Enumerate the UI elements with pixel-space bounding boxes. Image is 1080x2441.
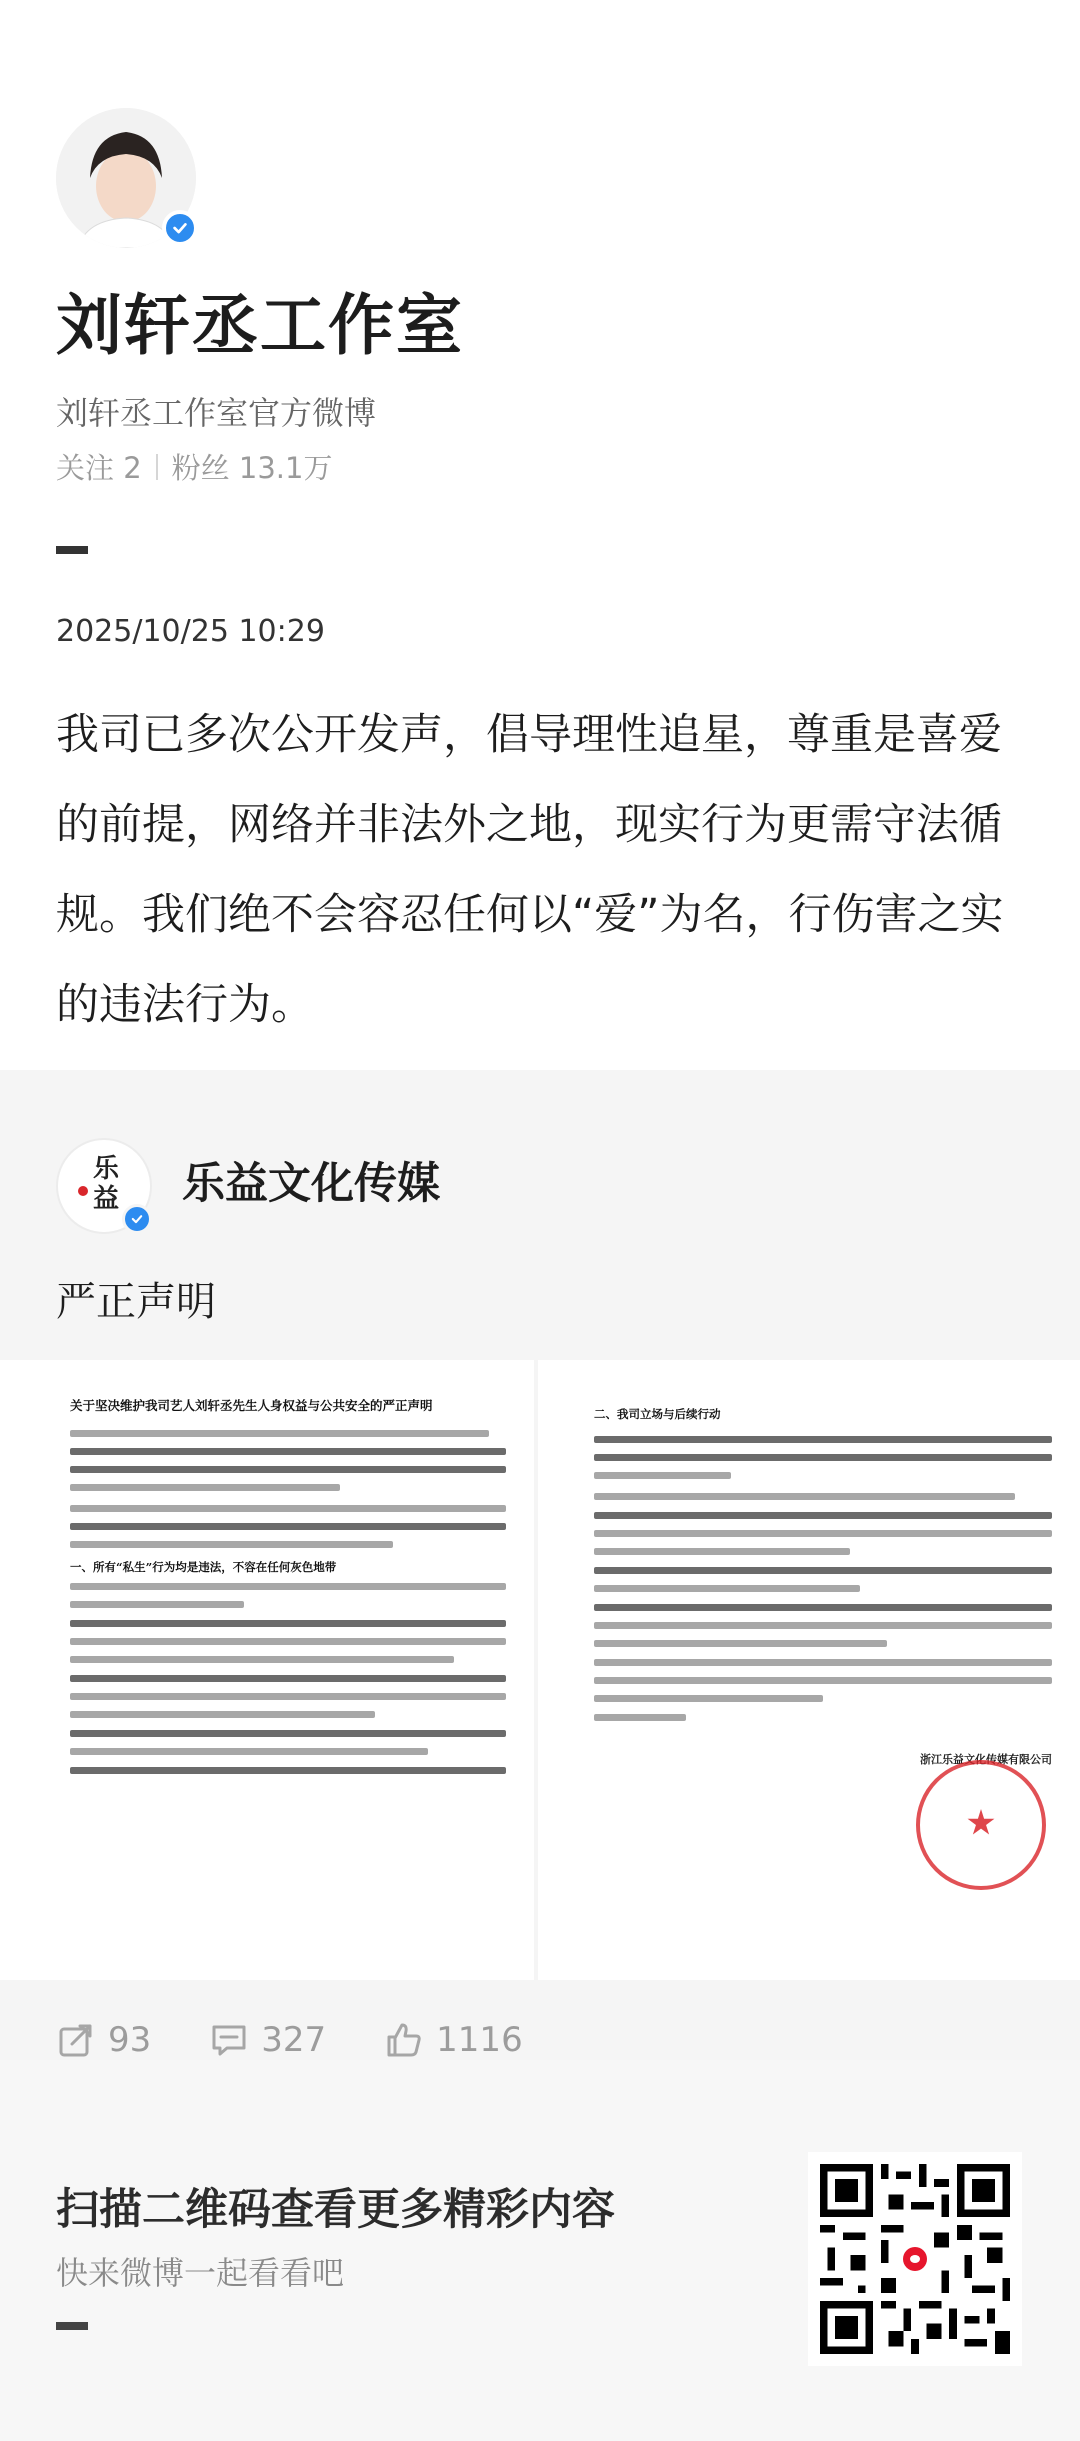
statement-images xyxy=(0,1360,1080,1980)
footer-title: 扫描二维码查看更多精彩内容 xyxy=(56,2185,615,2235)
footer-subtitle: 快来微博一起看看吧 xyxy=(56,2254,345,2292)
profile-avatar[interactable] xyxy=(56,108,196,248)
statement-image-page-2[interactable] xyxy=(542,1360,1080,1980)
qr-code[interactable] xyxy=(808,2152,1022,2366)
repost-button[interactable] xyxy=(56,2020,151,2060)
section-divider xyxy=(56,546,88,554)
profile-header xyxy=(0,0,1080,1070)
action-bar xyxy=(56,2020,523,2060)
author-logo: 乐 益 xyxy=(92,1154,119,1214)
stats-divider xyxy=(156,454,158,480)
comment-icon xyxy=(209,2020,249,2060)
verified-badge-icon xyxy=(162,210,198,246)
company-seal xyxy=(916,1760,1046,1890)
profile-name[interactable]: 刘轩丞工作室 xyxy=(56,287,464,364)
post-timestamp: 2025/10/25 10:29 xyxy=(56,614,325,649)
statement-image-page-1[interactable] xyxy=(0,1360,538,1980)
like-count: 1116 xyxy=(436,2020,523,2060)
follow-count[interactable]: 关注 2 xyxy=(56,451,142,485)
document-title: 关于坚决维护我司艺人刘轩丞先生人身权益与公共安全的严正声明 xyxy=(70,1398,433,1413)
repost-text: 严正声明 xyxy=(56,1279,216,1325)
reposted-weibo[interactable] xyxy=(0,1070,1080,2060)
fans-count[interactable]: 粉丝 13.1万 xyxy=(171,451,333,485)
qr-footer xyxy=(0,2060,1080,2441)
profile-stats xyxy=(56,446,332,487)
repost-author-name[interactable]: 乐益文化传媒 xyxy=(182,1159,440,1209)
comment-button[interactable] xyxy=(209,2020,326,2060)
thumbs-up-icon xyxy=(384,2020,424,2060)
profile-bio: 刘轩丞工作室官方微博 xyxy=(56,394,377,432)
share-icon xyxy=(56,2020,96,2060)
document-signature: 浙江乐益文化传媒有限公司 xyxy=(920,1753,1052,1766)
document-section-2: 二、我司立场与后续行动 xyxy=(594,1407,721,1421)
like-button[interactable] xyxy=(384,2020,523,2060)
repost-count: 93 xyxy=(108,2020,152,2060)
post-text: 我司已多次公开发声，倡导理性追星，尊重是喜爱的前提，网络并非法外之地，现实行为更需守法循规。我们绝不会容忍任何以“爱”为名，行伤害之实的违法行为。 xyxy=(56,710,1004,1030)
footer-divider xyxy=(56,2322,88,2330)
comment-count: 327 xyxy=(261,2020,327,2060)
weibo-logo-icon xyxy=(897,2241,933,2277)
logo-red-dot xyxy=(78,1186,88,1196)
verified-badge-icon xyxy=(122,1204,152,1234)
document-section-1: 一、所有“私生”行为均是违法，不容在任何灰色地带 xyxy=(70,1560,337,1574)
